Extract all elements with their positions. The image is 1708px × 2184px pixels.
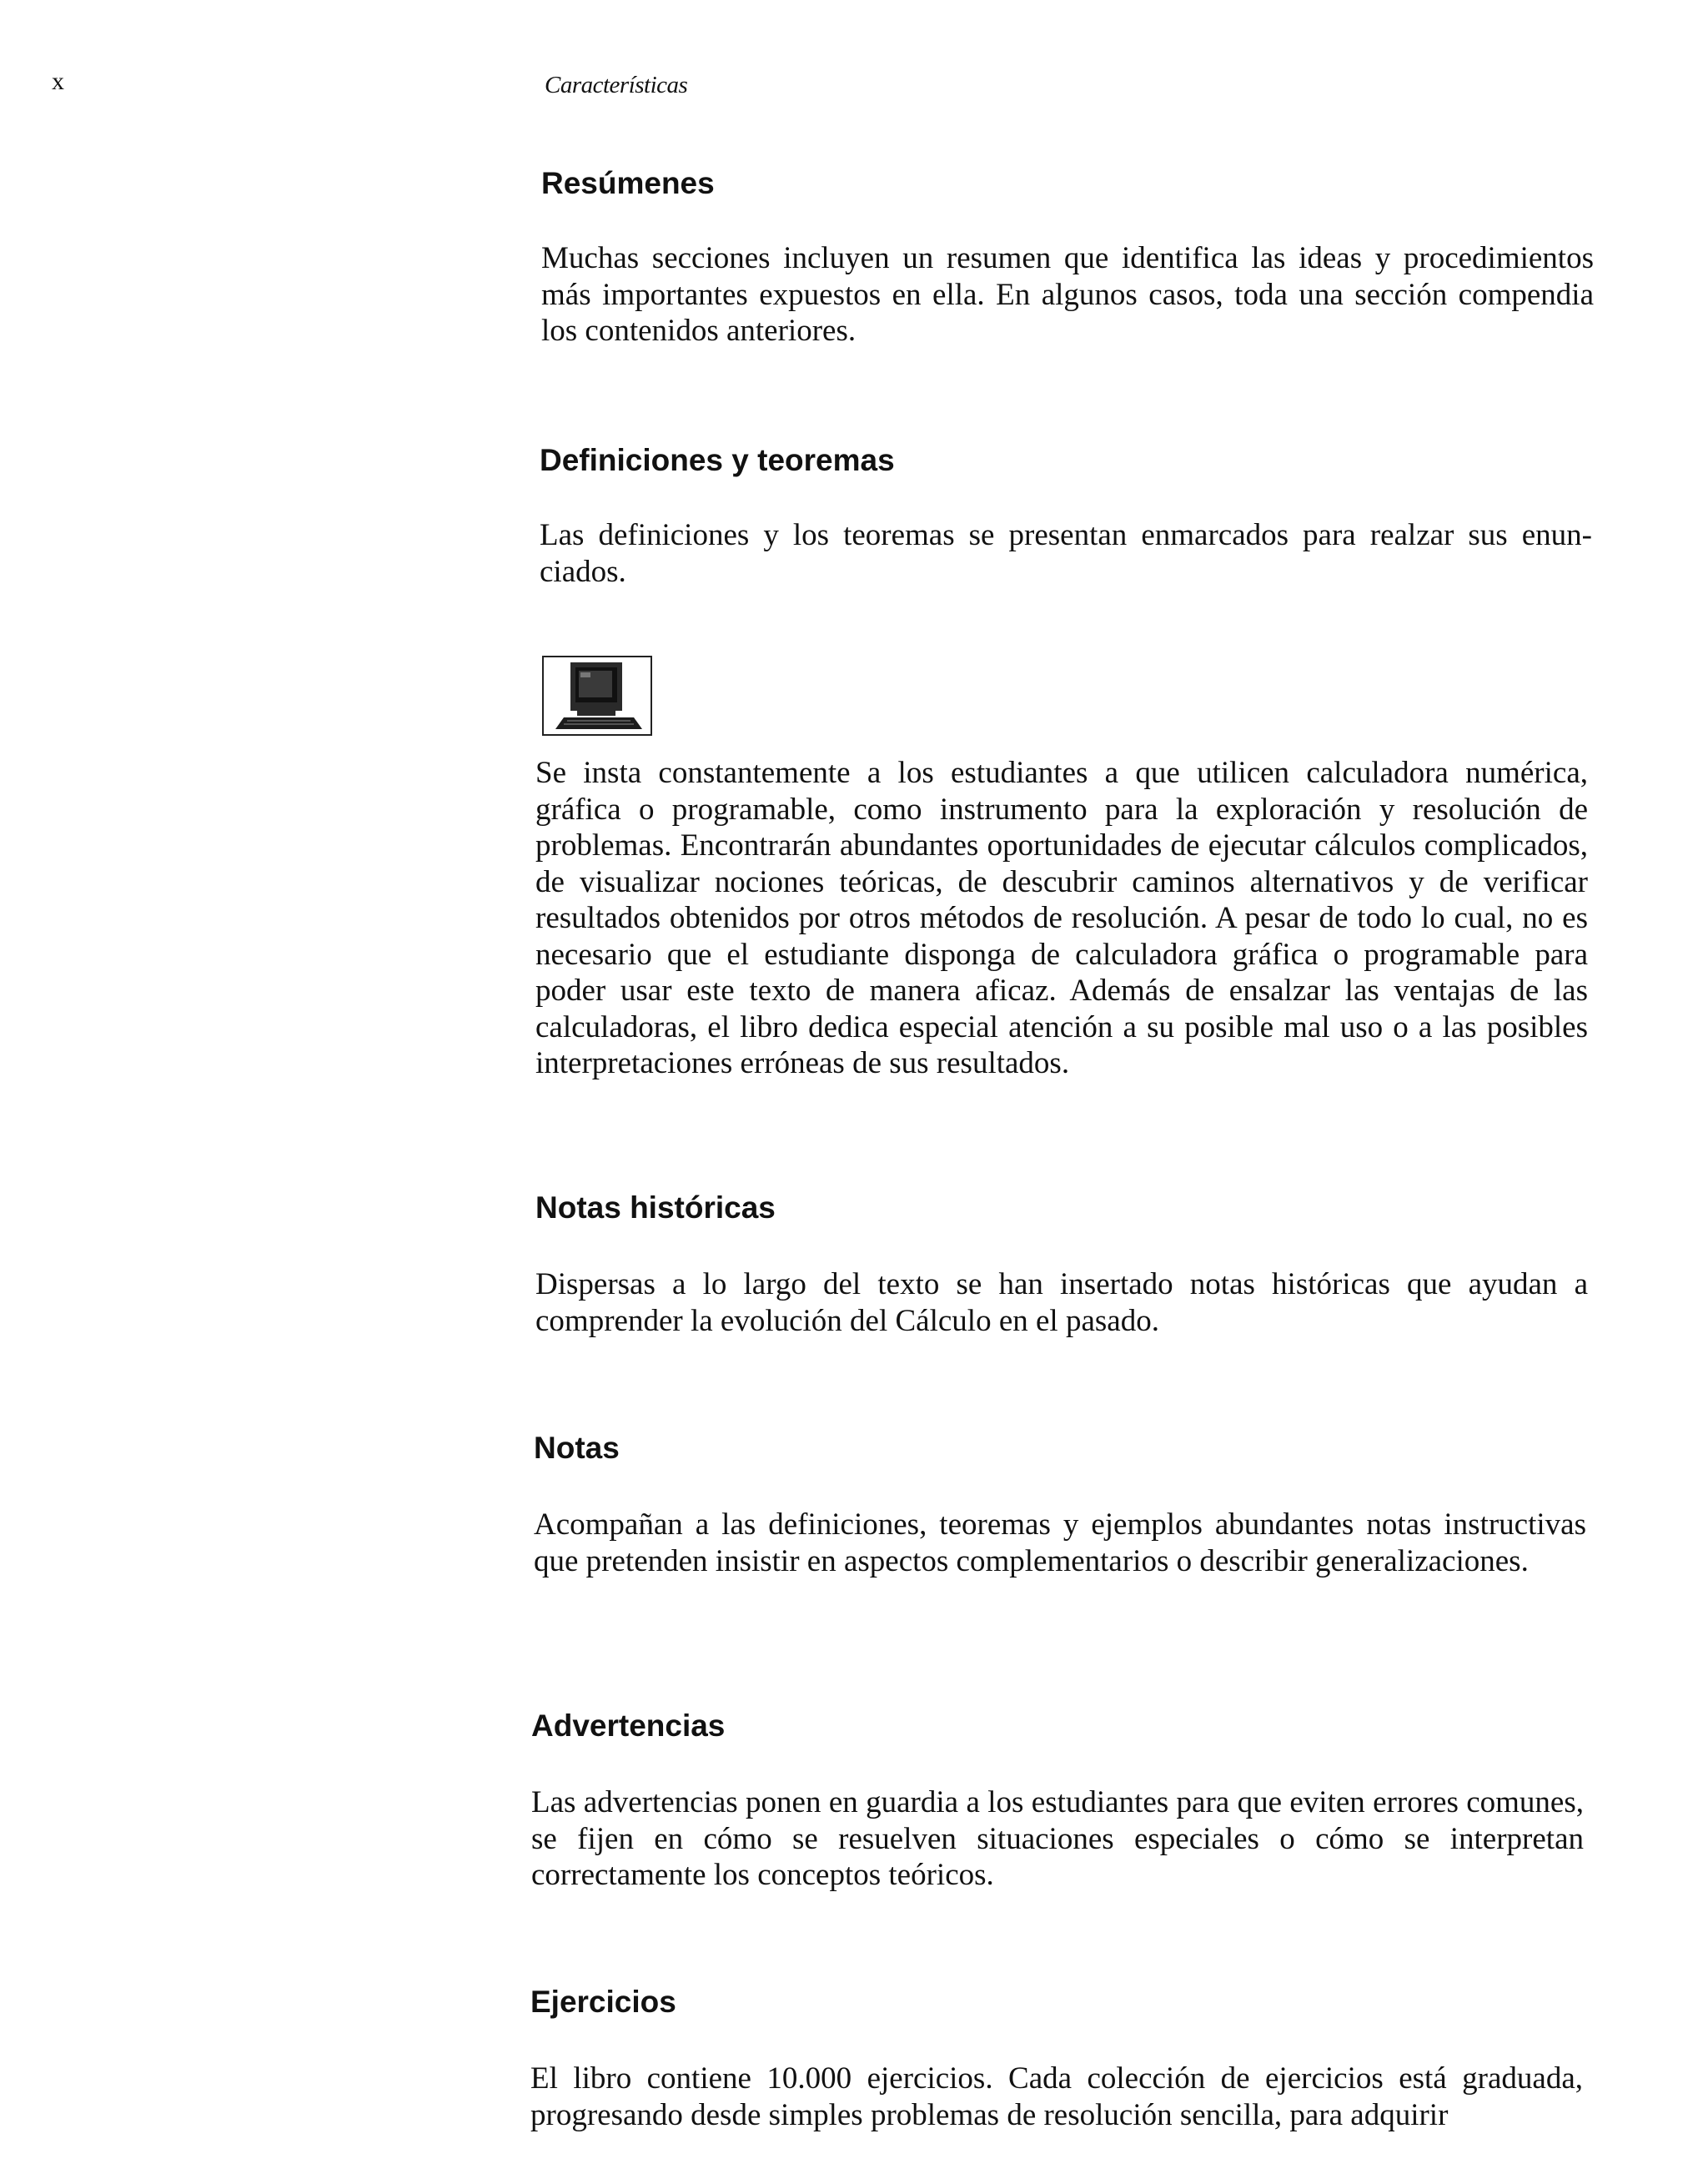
calculator-paragraph: Se insta constantemente a los estudiantes a que utilicen calculadora numérica, gráfica o programable, como instrumento para la exploración y resolución de problemas. Encontrarán abundantes oportunidades de ejecutar cálculos complicados, de visualizar nociones teóricas, de descubrir caminos alternativos y de verificar resultados obtenidos por otros métodos de resolución. A pesar de todo lo cual, no es necesario que el estudiante disponga de calculadora gráfica o programable para poder usar este texto de manera aficaz. Además de ensalzar las ventajas de las calculadoras, el libro dedica especial atención a su posible mal uso o a las posibles interpretaciones erróneas de sus resultados. bbox=[535, 756, 1588, 1080]
section-heading: Advertencias bbox=[531, 1708, 726, 1743]
section-body: El libro contiene 10.000 ejercicios. Cada colección de ejercicios está graduada, progresando desde simples problemas de resolución sencilla, para adquirir bbox=[530, 2061, 1583, 2132]
section-body: Las advertencias ponen en guardia a los estudiantes para que eviten errores comunes, se fijen en cómo se resuelven situaciones especiales o cómo se interpretan correctamente los conceptos teóricos. bbox=[531, 1785, 1584, 1892]
section-notas bbox=[534, 1428, 1586, 1579]
section-body: Las definiciones y los teoremas se presentan enmarcados para realzar sus enunciados. bbox=[540, 518, 1592, 589]
section-body: Dispersas a lo largo del texto se han insertado notas históricas que ayudan a comprender la evolución del Cálculo en el pasado. bbox=[535, 1267, 1588, 1338]
computer-icon bbox=[542, 656, 652, 736]
section-resumenes bbox=[541, 164, 1594, 350]
section-heading: Notas históricas bbox=[535, 1190, 776, 1225]
section-definiciones bbox=[540, 440, 1592, 590]
section-heading: Definiciones y teoremas bbox=[540, 443, 895, 477]
page-number: x bbox=[52, 68, 64, 95]
section-body: Acompañan a las definiciones, teoremas y ejemplos abundantes notas instructivas que pretenden insistir en aspectos complementarios o describir generalizaciones. bbox=[534, 1507, 1586, 1578]
running-head: Características bbox=[545, 72, 688, 98]
section-heading: Notas bbox=[534, 1431, 620, 1465]
computer-icon-graphic bbox=[544, 657, 651, 734]
section-heading: Resúmenes bbox=[541, 166, 715, 200]
section-notas-historicas bbox=[535, 1188, 1588, 1339]
section-advertencias bbox=[531, 1706, 1584, 1894]
section-ejercicios bbox=[530, 1982, 1583, 2133]
section-heading: Ejercicios bbox=[530, 1985, 676, 2019]
section-body: Muchas secciones incluyen un resumen que identifica las ideas y procedimientos más importantes expuestos en ella. En algunos casos, toda una sección compendia los contenidos anteriores. bbox=[541, 241, 1594, 348]
